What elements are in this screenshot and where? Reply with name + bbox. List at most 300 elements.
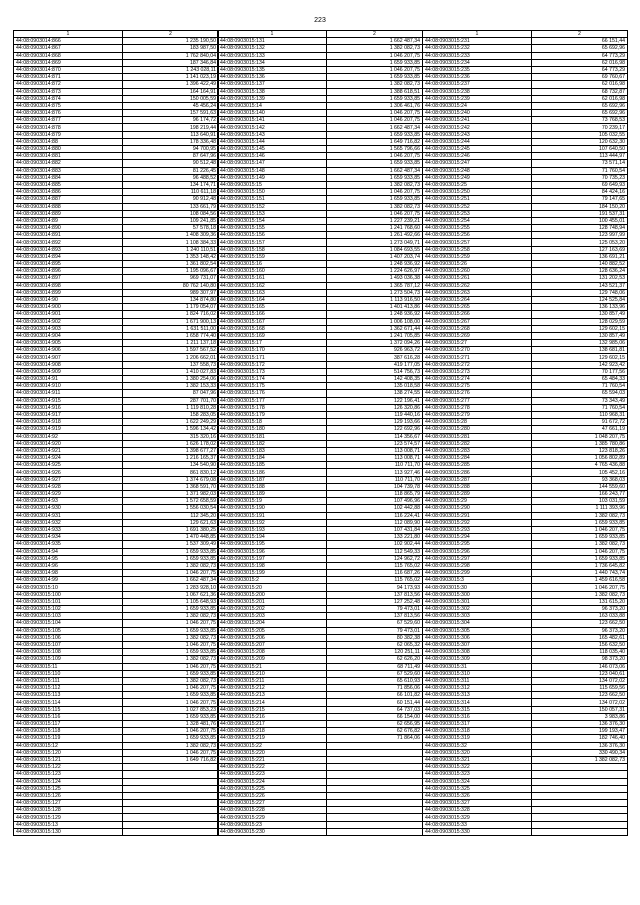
cadastral-value-cell (532, 764, 628, 771)
cadastral-number-cell: 44:08:0903015:320 (423, 749, 532, 756)
table-row (14, 167, 219, 174)
cadastral-number-cell: 44:08:0903015:174 (218, 376, 327, 383)
table-row (14, 677, 219, 684)
cadastral-number-cell: 44:08:0903015:303 (423, 613, 532, 620)
cadastral-number-cell: 44:08:0903015:167 (218, 318, 327, 325)
table-row (14, 354, 219, 361)
cadastral-number-cell: 44:08:0903014:908 (14, 361, 123, 368)
cadastral-number-cell: 44:08:0903015:148 (218, 167, 327, 174)
table-row (14, 498, 219, 505)
cadastral-number-cell: 44:08:0903015:297 (423, 555, 532, 562)
cadastral-number-cell: 44:08:0903015:147 (218, 160, 327, 167)
cadastral-value-cell: 1 662 487,34 (327, 167, 423, 174)
table-row (218, 426, 423, 433)
cadastral-number-cell: 44:08:0903014:885 (14, 181, 123, 188)
cadastral-number-cell: 44:08:0903014:897 (14, 275, 123, 282)
cadastral-number-cell: 44:08:0903015:124 (14, 778, 123, 785)
table-row (14, 634, 219, 641)
cadastral-value-cell: 91 672,72 (532, 419, 628, 426)
cadastral-value-cell: 107 431,84 (327, 526, 423, 533)
table-row (218, 167, 423, 174)
cadastral-value-cell: 1 659 933,85 (123, 649, 219, 656)
table-row (423, 677, 628, 684)
table-row (423, 613, 628, 620)
table-row (218, 404, 423, 411)
cadastral-number-cell: 44:08:0903015:219 (218, 735, 327, 742)
table-row (423, 649, 628, 656)
cadastral-value-cell: 71 864,06 (327, 735, 423, 742)
cadastral-value-cell (327, 814, 423, 821)
table-row (423, 153, 628, 160)
table-row (218, 268, 423, 275)
table-row (423, 131, 628, 138)
cadastral-value-cell: 1 108 384,33 (123, 239, 219, 246)
cadastral-number-cell: 44:08:0903014:900 (14, 304, 123, 311)
table-row (14, 404, 219, 411)
table-row (218, 620, 423, 627)
table-row (423, 749, 628, 756)
cadastral-number-cell: 44:08:0903015:121 (14, 756, 123, 763)
table-row (218, 685, 423, 692)
cadastral-number-cell: 44:08:0903015:198 (218, 562, 327, 569)
cadastral-number-cell: 44:08:0903015:138 (218, 88, 327, 95)
cadastral-number-cell: 44:08:0903015:223 (218, 771, 327, 778)
cadastral-number-cell: 44:08:0903014:890 (14, 225, 123, 232)
table-row (218, 45, 423, 52)
cadastral-value-cell: 1 659 933,85 (123, 606, 219, 613)
cadastral-number-cell: 44:08:0903015:116 (14, 713, 123, 720)
cadastral-number-cell: 44:08:0903014:871 (14, 74, 123, 81)
table-row (14, 627, 219, 634)
cadastral-value-cell: 71 856,06 (327, 685, 423, 692)
cadastral-value-cell: 1 048 207,75 (532, 433, 628, 440)
table-row (423, 706, 628, 713)
cadastral-number-cell: 44:08:0903015:144 (218, 138, 327, 145)
cadastral-number-cell: 44:08:0903015:187 (218, 476, 327, 483)
table-row (218, 792, 423, 799)
cadastral-number-cell: 44:08:0903015:290 (423, 505, 532, 512)
cadastral-number-cell: 44:08:0903015:120 (14, 749, 123, 756)
table-row (14, 814, 219, 821)
cadastral-value-cell: 134 072,02 (532, 699, 628, 706)
cadastral-number-cell: 44:08:0903015:188 (218, 483, 327, 490)
cadastral-value-cell: 1 662 487,34 (327, 124, 423, 131)
cadastral-number-cell: 44:08:0903015:295 (423, 541, 532, 548)
table-row (218, 38, 423, 45)
cadastral-number-cell: 44:08:0903015:181 (218, 433, 327, 440)
table-row (14, 800, 219, 807)
cadastral-value-cell: 1 382 082,73 (123, 656, 219, 663)
table-row (14, 74, 219, 81)
table-row (423, 713, 628, 720)
cadastral-value-cell: 70 239,17 (532, 124, 628, 131)
table-row (14, 239, 219, 246)
table-row (423, 634, 628, 641)
table-row (218, 512, 423, 519)
cadastral-number-cell: 44:08:0903015:179 (218, 411, 327, 418)
cadastral-value-cell: 60 151,44 (327, 699, 423, 706)
cadastral-value-cell (123, 771, 219, 778)
cadastral-number-cell: 44:08:0903015:301 (423, 598, 532, 605)
cadastral-value-cell: 128 748,94 (532, 225, 628, 232)
table-row (423, 332, 628, 339)
cadastral-number-cell: 44:08:0903015:205 (218, 627, 327, 634)
cadastral-number-cell: 44:08:0903014:91 (14, 376, 123, 383)
cadastral-number-cell: 44:08:0903014:880 (14, 146, 123, 153)
cadastral-value-cell: 127 163,69 (532, 246, 628, 253)
cadastral-value-cell: 112 549,33 (327, 548, 423, 555)
table-row (218, 196, 423, 203)
cadastral-number-cell: 44:08:0903015:23 (218, 821, 327, 828)
cadastral-value-cell: 1 046 207,75 (327, 153, 423, 160)
cadastral-value-cell: 3 983,86 (532, 713, 628, 720)
cadastral-value-cell: 1 407 203,74 (327, 253, 423, 260)
table-row (423, 110, 628, 117)
cadastral-number-cell: 44:08:0903015:292 (423, 519, 532, 526)
cadastral-value-cell: 125 053,20 (532, 239, 628, 246)
cadastral-number-cell: 44:08:0903015:143 (218, 131, 327, 138)
cadastral-value-cell (532, 778, 628, 785)
cadastral-value-cell: 68 711,49 (327, 663, 423, 670)
cadastral-number-cell: 44:08:0903015:175 (218, 383, 327, 390)
cadastral-number-cell: 44:08:0903015:212 (218, 685, 327, 692)
cadastral-value-cell (532, 800, 628, 807)
table-row (423, 390, 628, 397)
cadastral-number-cell: 44:08:0903014:935 (14, 541, 123, 548)
cadastral-value-cell: 129 748,06 (532, 289, 628, 296)
cadastral-value-cell: 1 736 645,82 (532, 562, 628, 569)
cadastral-number-cell: 44:08:0903014:916 (14, 404, 123, 411)
cadastral-value-cell (327, 778, 423, 785)
table-row (423, 397, 628, 404)
cadastral-number-cell: 44:08:0903015:302 (423, 606, 532, 613)
cadastral-number-cell: 44:08:0903015:312 (423, 685, 532, 692)
cadastral-value-cell: 84 424,16 (532, 189, 628, 196)
table-row (218, 807, 423, 814)
cadastral-value-cell: 127 252,48 (327, 598, 423, 605)
table-row (14, 641, 219, 648)
cadastral-value-cell: 123 662,50 (532, 692, 628, 699)
table-row (423, 742, 628, 749)
cadastral-number-cell: 44:08:0903014:917 (14, 411, 123, 418)
cadastral-number-cell: 44:08:0903014:88 (14, 138, 123, 145)
table-row (218, 534, 423, 541)
cadastral-number-cell: 44:08:0903015:3 (423, 577, 532, 584)
table-row (14, 620, 219, 627)
cadastral-value-cell: 1 111 393,96 (532, 505, 628, 512)
table-row (218, 577, 423, 584)
table-row (14, 562, 219, 569)
cadastral-number-cell: 44:08:0903015:252 (423, 203, 532, 210)
table-group-1 (13, 30, 219, 836)
table-row (423, 512, 628, 519)
table-row (423, 404, 628, 411)
cadastral-number-cell: 44:08:0903014:902 (14, 318, 123, 325)
cadastral-value-cell: 1 119 810,28 (123, 404, 219, 411)
cadastral-value-cell (327, 828, 423, 835)
cadastral-value-cell: 1 240 110,51 (123, 246, 219, 253)
table-row (218, 232, 423, 239)
table-row (14, 81, 219, 88)
cadastral-number-cell: 44:08:0903015:164 (218, 296, 327, 303)
table-row (423, 455, 628, 462)
cadastral-number-cell: 44:08:0903015:130 (14, 828, 123, 835)
cadastral-number-cell: 44:08:0903015:272 (423, 361, 532, 368)
cadastral-value-cell: 1 105 648,93 (123, 598, 219, 605)
table-row (423, 519, 628, 526)
cadastral-number-cell: 44:08:0903015:191 (218, 512, 327, 519)
cadastral-value-cell: 1 659 933,85 (123, 735, 219, 742)
cadastral-value-cell: 73 571,14 (532, 160, 628, 167)
cadastral-number-cell: 44:08:0903015:133 (218, 52, 327, 59)
cadastral-value-cell: 1 565 796,66 (327, 146, 423, 153)
cadastral-number-cell: 44:08:0903015:201 (218, 598, 327, 605)
table-row (218, 469, 423, 476)
table-row (423, 491, 628, 498)
table-row (423, 95, 628, 102)
table-row (218, 606, 423, 613)
cadastral-value-cell: 1 671 900,13 (123, 318, 219, 325)
table-row (218, 117, 423, 124)
cadastral-number-cell: 44:08:0903015:294 (423, 534, 532, 541)
cadastral-number-cell: 44:08:0903014:896 (14, 268, 123, 275)
table-row (218, 800, 423, 807)
table-row (423, 591, 628, 598)
table-row (14, 721, 219, 728)
cadastral-value-cell: 120 632,30 (532, 138, 628, 145)
cadastral-value-cell: 1 273 504,73 (327, 289, 423, 296)
table-row (423, 361, 628, 368)
cadastral-number-cell: 44:08:0903014:94 (14, 548, 123, 555)
cadastral-value-cell: 79 473,01 (327, 627, 423, 634)
table-row (14, 340, 219, 347)
cadastral-value-cell: 1 046 207,75 (123, 749, 219, 756)
table-row (14, 390, 219, 397)
cadastral-number-cell: 44:08:0903015:2 (218, 577, 327, 584)
cadastral-value-cell: 1 459 616,58 (532, 577, 628, 584)
table-row (423, 670, 628, 677)
cadastral-value-cell: 1 179 054,07 (123, 304, 219, 311)
table-row (14, 419, 219, 426)
cadastral-number-cell: 44:08:0903015:207 (218, 641, 327, 648)
cadastral-number-cell: 44:08:0903015:296 (423, 548, 532, 555)
cadastral-number-cell: 44:08:0903015:145 (218, 146, 327, 153)
cadastral-value-cell: 107 496,96 (327, 498, 423, 505)
cadastral-number-cell: 44:08:0903015:270 (423, 347, 532, 354)
cadastral-number-cell: 44:08:0903014:920 (14, 440, 123, 447)
cadastral-value-cell: 1 659 933,85 (327, 174, 423, 181)
table-row (423, 304, 628, 311)
cadastral-number-cell: 44:08:0903015:114 (14, 699, 123, 706)
table-row (218, 253, 423, 260)
table-row (423, 74, 628, 81)
cadastral-number-cell: 44:08:0903015:162 (218, 282, 327, 289)
table-row (14, 656, 219, 663)
cadastral-number-cell: 44:08:0903015:131 (218, 38, 327, 45)
cadastral-value-cell: 1 659 933,85 (327, 74, 423, 81)
cadastral-number-cell: 44:08:0903014:878 (14, 124, 123, 131)
cadastral-number-cell: 44:08:0903015:262 (423, 282, 532, 289)
table-row (14, 792, 219, 799)
cadastral-value-cell: 1 046 207,75 (123, 570, 219, 577)
table-row (423, 656, 628, 663)
cadastral-value-cell: 110 611,18 (123, 189, 219, 196)
table-row (218, 735, 423, 742)
table-row (423, 584, 628, 591)
table-row (218, 440, 423, 447)
table-row (14, 196, 219, 203)
table-row (218, 289, 423, 296)
table-row (423, 117, 628, 124)
table-row (14, 541, 219, 548)
table-row (14, 253, 219, 260)
cadastral-value-cell: 65 610,93 (327, 677, 423, 684)
cadastral-value-cell: 1 572 658,59 (123, 498, 219, 505)
table-row (423, 160, 628, 167)
table-row (14, 232, 219, 239)
cadastral-value-cell: 1 261 492,66 (327, 232, 423, 239)
cadastral-value-cell: 129 193,66 (327, 419, 423, 426)
cadastral-value-cell: 1 659 933,85 (123, 713, 219, 720)
table-row (423, 555, 628, 562)
table-row (14, 570, 219, 577)
cadastral-value-cell: 103 031,59 (532, 498, 628, 505)
cadastral-number-cell: 44:08:0903015:240 (423, 110, 532, 117)
cadastral-number-cell: 44:08:0903015:283 (423, 447, 532, 454)
cadastral-number-cell: 44:08:0903015:264 (423, 296, 532, 303)
cadastral-number-cell: 44:08:0903014:887 (14, 196, 123, 203)
cadastral-number-cell: 44:08:0903015:209 (218, 656, 327, 663)
cadastral-value-cell: 1 273 049,71 (327, 239, 423, 246)
cadastral-value-cell: 79 147,65 (532, 196, 628, 203)
cadastral-value-cell: 1 631 511,00 (123, 325, 219, 332)
table-row (218, 66, 423, 73)
cadastral-value-cell: 156 632,50 (532, 641, 628, 648)
cadastral-value-cell: 1 382 082,73 (123, 634, 219, 641)
cadastral-value-cell: 137 558,73 (123, 361, 219, 368)
table-row (423, 246, 628, 253)
cadastral-value-cell (327, 800, 423, 807)
table-row (14, 160, 219, 167)
cadastral-number-cell: 44:08:0903015:149 (218, 174, 327, 181)
table-row (218, 153, 423, 160)
cadastral-number-cell: 44:08:0903015:100 (14, 591, 123, 598)
table-row (423, 476, 628, 483)
cadastral-value-cell: 1 046 207,75 (327, 117, 423, 124)
cadastral-value-cell: 109 241,85 (123, 217, 219, 224)
table-row (423, 663, 628, 670)
cadastral-number-cell: 44:08:0903015:171 (218, 354, 327, 361)
table-row (14, 368, 219, 375)
cadastral-value-cell: 1 659 933,85 (123, 670, 219, 677)
table-row (423, 88, 628, 95)
table-row (218, 390, 423, 397)
cadastral-number-cell: 44:08:0903015:265 (423, 304, 532, 311)
cadastral-value-cell: 136 133,96 (532, 304, 628, 311)
cadastral-number-cell: 44:08:0903015:163 (218, 289, 327, 296)
cadastral-number-cell: 44:08:0903015:16 (218, 261, 327, 268)
table-row (14, 455, 219, 462)
cadastral-number-cell: 44:08:0903015:177 (218, 397, 327, 404)
table-row (14, 771, 219, 778)
cadastral-value-cell: 128 029,59 (532, 318, 628, 325)
cadastral-number-cell: 44:08:0903015:155 (218, 225, 327, 232)
cadastral-number-cell: 44:08:0903015:176 (218, 390, 327, 397)
cadastral-value-cell: 115 765,02 (327, 562, 423, 569)
table-row (423, 275, 628, 282)
cadastral-value-cell: 1 372 094,26 (327, 340, 423, 347)
table-row (218, 728, 423, 735)
cadastral-number-cell: 44:08:0903015:142 (218, 124, 327, 131)
cadastral-value-cell: 1 046 207,75 (123, 699, 219, 706)
table-row (218, 383, 423, 390)
cadastral-value-cell: 926 963,72 (327, 347, 423, 354)
table-row (423, 354, 628, 361)
cadastral-value-cell: 1 659 933,85 (532, 555, 628, 562)
table-row (218, 677, 423, 684)
cadastral-value-cell: 1 227 239,21 (327, 217, 423, 224)
table-row (14, 95, 219, 102)
cadastral-value-cell (123, 814, 219, 821)
table-row (218, 764, 423, 771)
cadastral-number-cell: 44:08:0903015:104 (14, 620, 123, 627)
cadastral-number-cell: 44:08:0903015:197 (218, 555, 327, 562)
cadastral-value-cell: 94 700,95 (123, 146, 219, 153)
cadastral-number-cell: 44:08:0903015:111 (14, 677, 123, 684)
cadastral-value-cell: 132 985,06 (532, 340, 628, 347)
cadastral-number-cell: 44:08:0903014:867 (14, 45, 123, 52)
cadastral-number-cell: 44:08:0903015:28 (423, 419, 532, 426)
table-row (218, 483, 423, 490)
cadastral-value-cell (123, 800, 219, 807)
table-row (423, 261, 628, 268)
table-row (218, 663, 423, 670)
cadastral-value-cell: 108 084,56 (123, 210, 219, 217)
cadastral-value-cell: 1 659 933,85 (532, 519, 628, 526)
cadastral-number-cell: 44:08:0903015:146 (218, 153, 327, 160)
cadastral-number-cell: 44:08:0903015:275 (423, 383, 532, 390)
cadastral-value-cell: 96 373,20 (532, 606, 628, 613)
cadastral-number-cell: 44:08:0903015:225 (218, 785, 327, 792)
cadastral-number-cell: 44:08:0903015:329 (423, 814, 532, 821)
cadastral-value-cell: 105 452,16 (532, 469, 628, 476)
cadastral-value-cell: 47 661,19 (532, 426, 628, 433)
table-row (14, 52, 219, 59)
table-row (218, 656, 423, 663)
cadastral-number-cell: 44:08:0903014:89 (14, 217, 123, 224)
cadastral-value-cell: 137 813,56 (327, 613, 423, 620)
cadastral-number-cell: 44:08:0903015:183 (218, 447, 327, 454)
cadastral-number-cell: 44:08:0903015:113 (14, 692, 123, 699)
cadastral-value-cell: 64 773,29 (532, 52, 628, 59)
cadastral-number-cell: 44:08:0903015:158 (218, 246, 327, 253)
table-row (218, 361, 423, 368)
cadastral-value-cell (327, 756, 423, 763)
table-row (423, 534, 628, 541)
table-row (423, 203, 628, 210)
cadastral-number-cell: 44:08:0903014:931 (14, 512, 123, 519)
cadastral-value-cell (532, 771, 628, 778)
cadastral-value-cell (327, 749, 423, 756)
cadastral-value-cell: 66 151,44 (532, 38, 628, 45)
cadastral-number-cell: 44:08:0903015:319 (423, 735, 532, 742)
table-row (218, 124, 423, 131)
table-row (14, 203, 219, 210)
cadastral-value-cell: 1 658 774,40 (123, 332, 219, 339)
cadastral-number-cell: 44:08:0903015:306 (423, 634, 532, 641)
cadastral-number-cell: 44:08:0903014:899 (14, 289, 123, 296)
cadastral-number-cell: 44:08:0903015:125 (14, 785, 123, 792)
